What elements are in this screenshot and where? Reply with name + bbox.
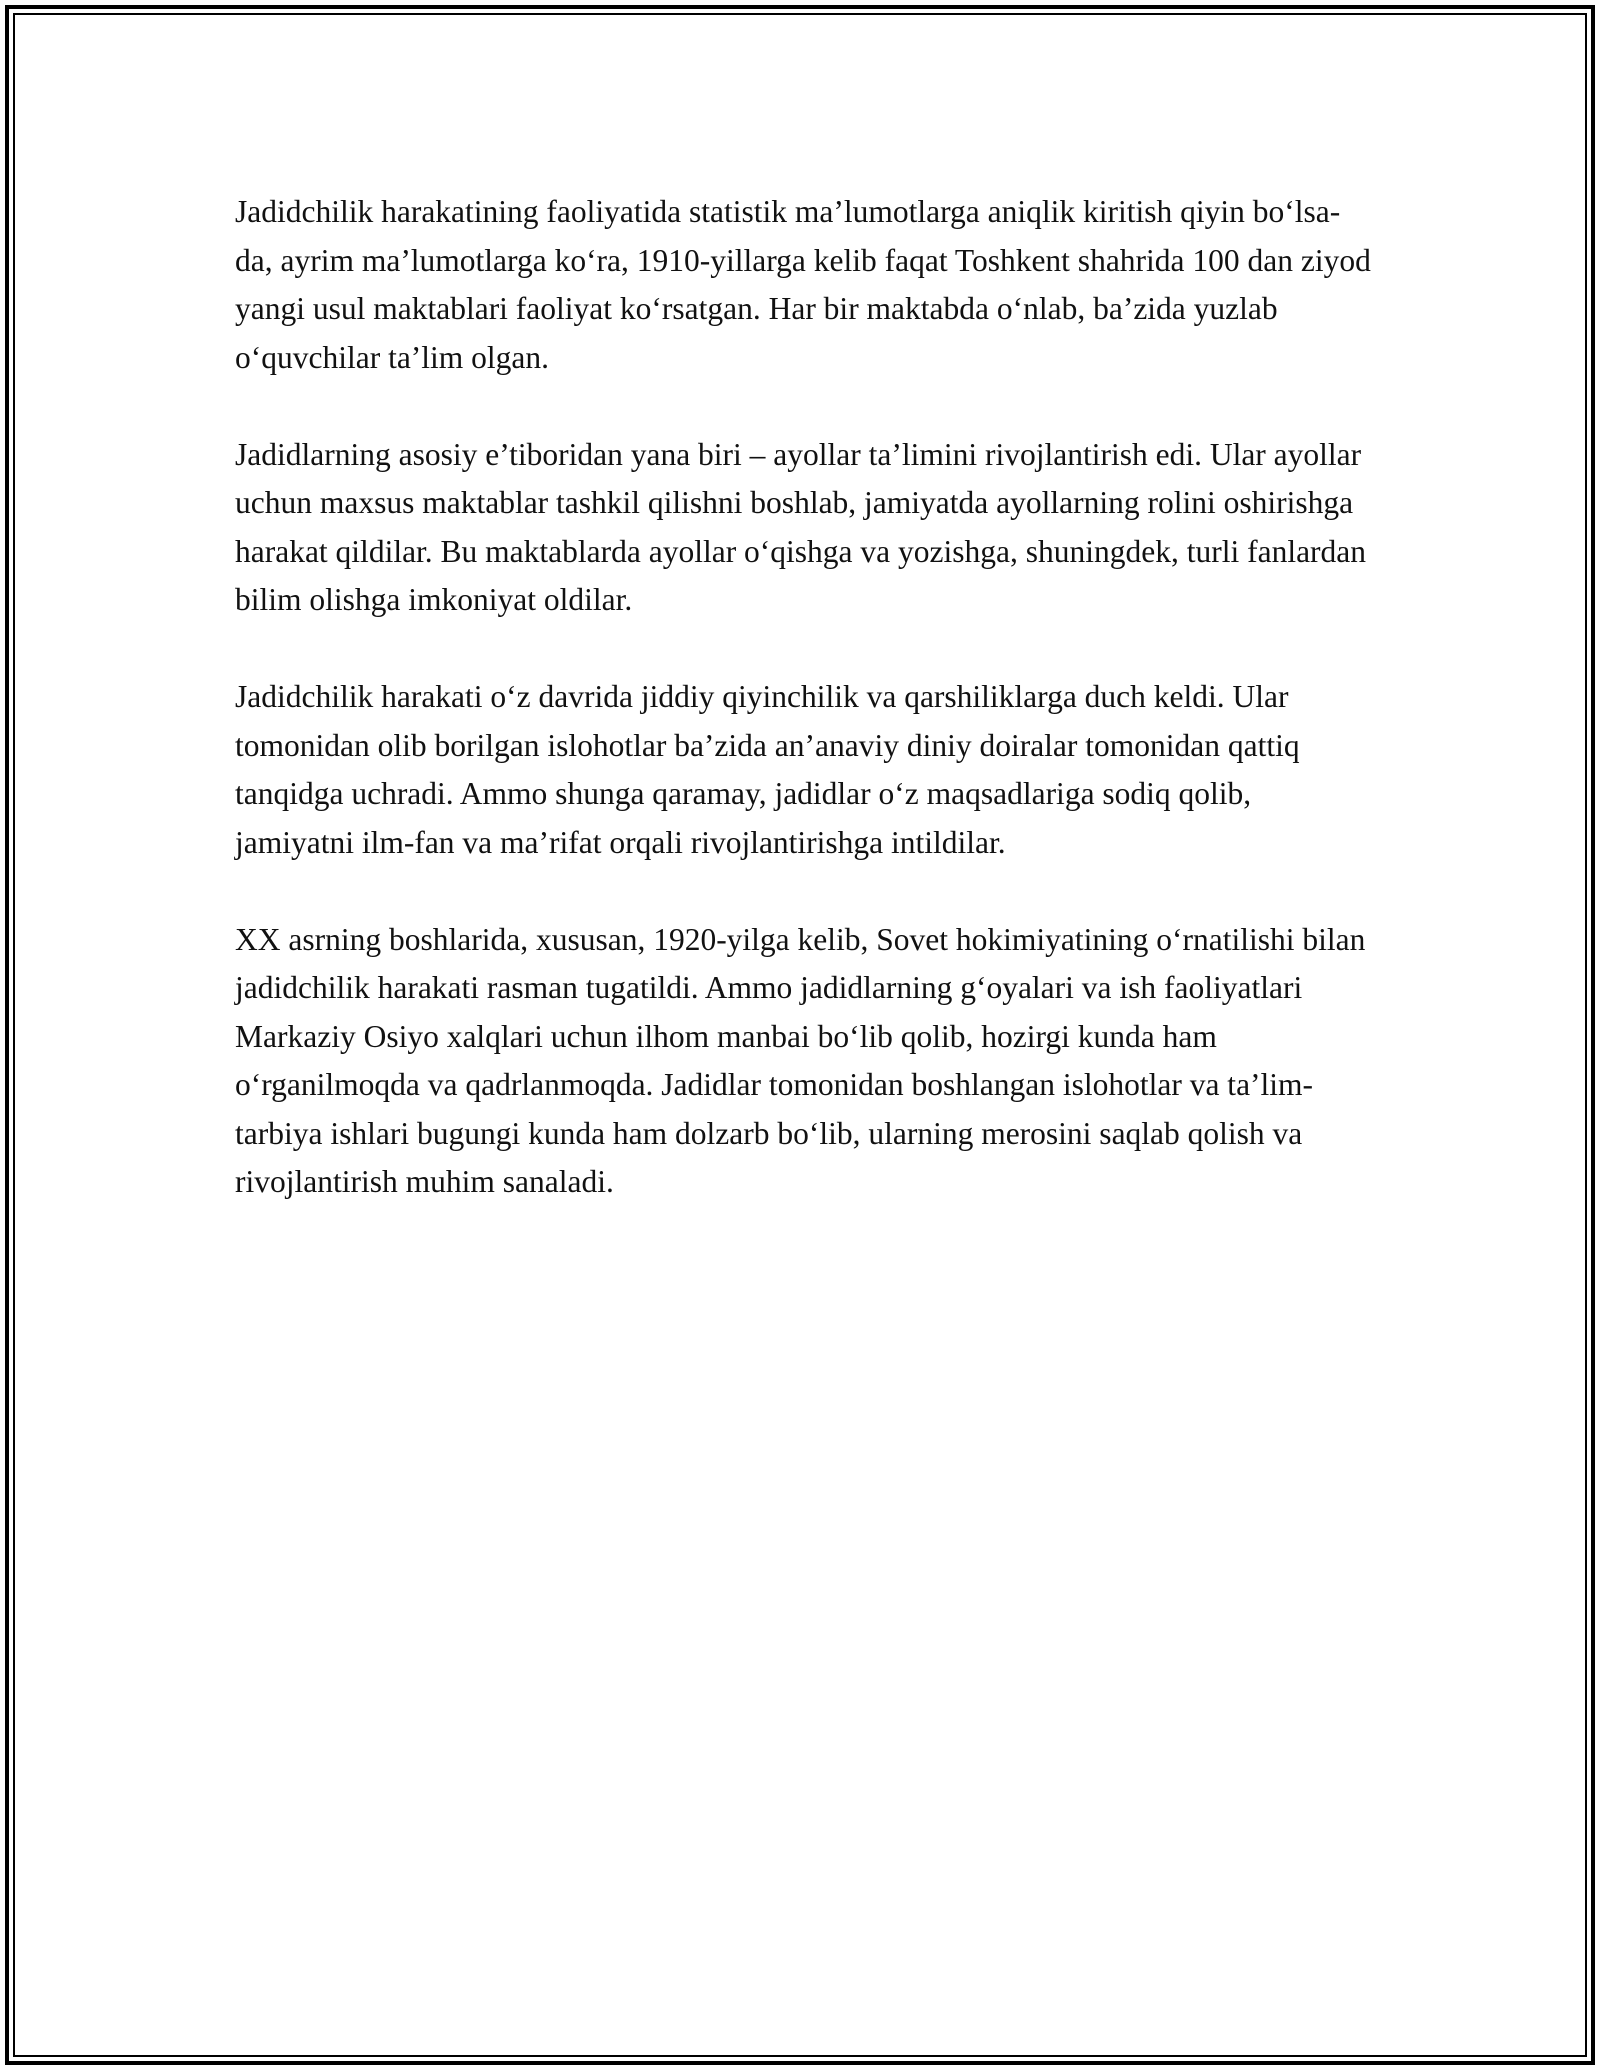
- paragraph-3: Jadidchilik harakati o‘z davrida jiddiy qiyinchilik va qarshiliklarga duch keldi. Ular tomonidan olib borilgan islohotlar ba’zida an’anaviy diniy doiralar tomonidan qattiq tanqidga uchradi. Ammo shunga qaramay, jadidlar o‘z maqsadlariga sodiq qolib, jamiyatni ilm-fan va ma’rifat orqali rivojlantirishga intildilar.: [235, 679, 1300, 860]
- document-body: [235, 188, 1375, 1255]
- paragraph-1: Jadidchilik harakatining faoliyatida statistik ma’lumotlarga aniqlik kiritish qiyin bo‘lsa-da, ayrim ma’lumotlarga ko‘ra, 1910-yillarga kelib faqat Toshkent shahrida 100 dan ziyod yangi usul maktablari faoliyat ko‘rsatgan. Har bir maktabda o‘nlab, ba’zida yuzlab o‘quvchilar ta’lim olgan.: [235, 194, 1371, 375]
- paragraph-4: XX asrning boshlarida, xususan, 1920-yilga kelib, Sovet hokimiyatining o‘rnatilishi bilan jadidchilik harakati rasman tugatildi. Ammo jadidlarning g‘oyalari va ish faoliyatlari Markaziy Osiyo xalqlari uchun ilhom manbai bo‘lib qolib, hozirgi kunda ham o‘rganilmoqda va qadrlanmoqda. Jadidlar tomonidan boshlangan islohotlar va ta’lim-tarbiya ishlari bugungi kunda ham dolzarb bo‘lib, ularning merosini saqlab qolish va rivojlantirish muhim sanaladi.: [235, 921, 1366, 1199]
- paragraph-2: Jadidlarning asosiy e’tiboridan yana biri – ayollar ta’limini rivojlantirish edi. Ular ayollar uchun maxsus maktablar tashkil qilishni boshlab, jamiyatda ayollarning rolini oshirishga harakat qildilar. Bu maktablarda ayollar o‘qishga va yozishga, shuningdek, turli fanlardan bilim olishga imkoniyat oldilar.: [235, 436, 1367, 617]
